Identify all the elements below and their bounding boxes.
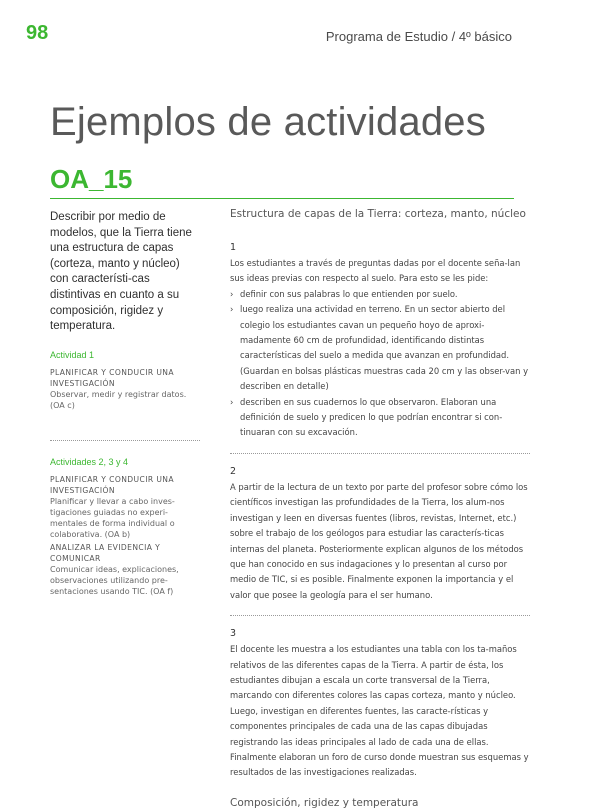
bullet-arrow-icon: › (230, 304, 234, 315)
section-divider (230, 453, 530, 454)
bullet-list (230, 287, 530, 441)
step-number: 1 (230, 242, 237, 253)
right-column (230, 208, 530, 809)
activity-title: Actividades 2, 3 y 4 (50, 457, 129, 467)
list-item-text: definir con sus palabras lo que entienden por suelo. (240, 288, 458, 299)
skill-description: Observar, medir y registrar datos. (OA c) (50, 390, 187, 410)
step-intro: A partir de la lectura de un texto por parte del profesor sobre cómo los científicos investigan las profundidades de la Tierra, los alum-nos investigan y leen en diversas fuentes (libros, revistas, Internet, etc.) sobre el trabajo de los geólogos para estudiar las caracterís-ticas internas del planeta. Posteriormente explican algunos de los métodos que han conocido en sus indagaciones y lo presentan al curso por medio de TIC, si es posible. Finalmente exponen la importancia y el valor que posee la geología para el ser humano. (230, 481, 528, 600)
section-title: Estructura de capas de la Tierra: corteza, manto, núcleo (230, 208, 526, 220)
list-item-text: describen en sus cuadernos lo que observaron. Elaboran una definición de suelo y predicen lo que podrían encontrar si con-tinuaran con su excavación. (240, 396, 503, 438)
step-2 (230, 466, 530, 603)
list-item (230, 302, 530, 394)
step-intro: El docente les muestra a los estudiantes una tabla con los ta-maños relativos de las diferentes capas de la Tierra. A partir de ésta, los estudiantes dibujan a escala un corte transversal de la Tierra, marcando con diferentes colores las capas corteza, manto y núcleo. Luego, investigan en diferentes fuentes, las caracte-rísticas y componentes principales de cada una de las capas dibujadas registrando las ideas principales al lado de cada una de ellas. Finalmente elaboran un foro de curso donde muestran sus esquemas y resultados de las investigaciones realizadas. (230, 644, 529, 778)
activity-2-4-block (50, 457, 200, 600)
bullet-arrow-icon: › (230, 396, 234, 407)
oa-rule (50, 198, 514, 199)
oa-code: OA_15 (50, 164, 133, 194)
step-number: 2 (230, 465, 237, 477)
skill-heading: PLANIFICAR Y CONDUCIR UNA INVESTIGACIÓN (50, 368, 174, 388)
step-1 (230, 242, 530, 441)
activity-title: Actividad 1 (50, 350, 95, 360)
running-header: Programa de Estudio / 4º básico (325, 29, 512, 44)
learning-objective: Describir por medio de modelos, que la Tierra tiene una estructura de capas (corteza, manto y núcleo) con característi-cas distintivas en cuanto a su composición, rigidez y temperatura. (50, 211, 192, 333)
skill-heading: ANALIZAR LA EVIDENCIA Y COMUNICAR (50, 543, 161, 563)
list-item (230, 395, 530, 441)
step-3 (230, 628, 530, 781)
subheading: Composición, rigidez y temperatura (230, 796, 419, 809)
skill-description: Planificar y llevar a cabo inves-tigaciones guiadas no experi-mentales de forma individual o colaborativa. (OA b) (50, 497, 175, 539)
activity-1-block (50, 350, 200, 414)
list-item-text: luego realiza una actividad en terreno. En un sector abierto del colegio los estudiantes cavan un pequeño hoyo de aproxi-madamente 60 cm de profundidad, identificando distintas características del suelo a medida que avanzan en profundidad. (Guardan en bolsas plásticas muestras cada 20 cm y las obser-van y describen en detalle) (240, 304, 529, 392)
step-intro: Los estudiantes a través de preguntas dadas por el docente seña-lan sus ideas previas con respecto al suelo. Para esto se les pide: (230, 258, 521, 284)
step-number: 3 (230, 628, 237, 640)
left-column (50, 210, 200, 596)
section-divider (230, 615, 530, 616)
skill-description: Comunicar ideas, explicaciones, observaciones utilizando pre-sentaciones usando TIC. (OA f) (50, 565, 179, 596)
skill-heading: PLANIFICAR Y CONDUCIR UNA INVESTIGACIÓN (50, 475, 174, 495)
page-title: Ejemplos de actividades (50, 100, 486, 144)
page-number: 98 (26, 22, 49, 44)
section-divider (50, 440, 200, 441)
list-item (230, 287, 530, 302)
bullet-arrow-icon: › (230, 288, 234, 299)
